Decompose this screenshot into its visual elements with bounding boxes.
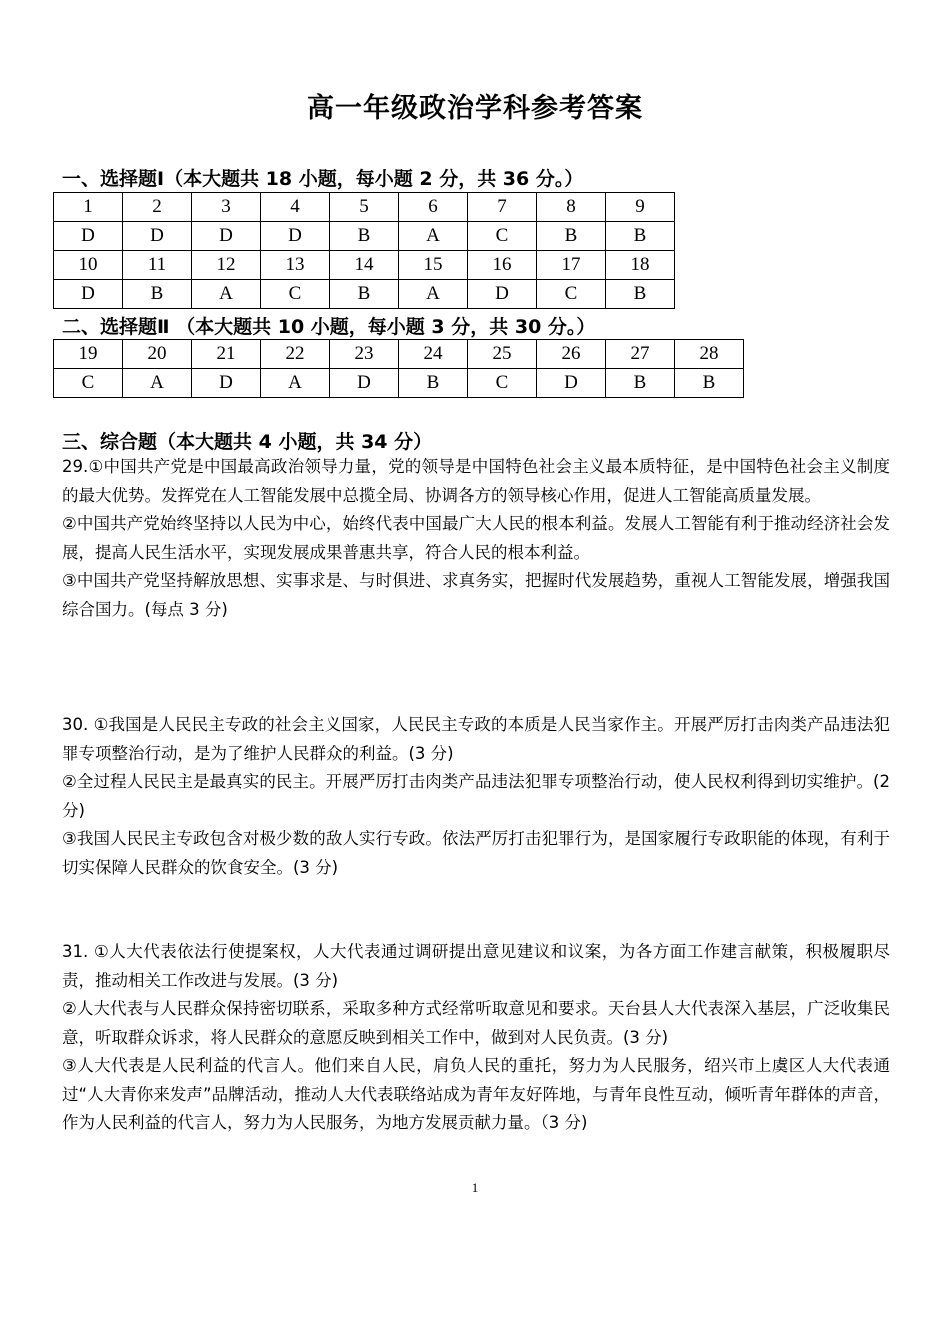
question-number-cell: 10	[54, 251, 123, 280]
question-30	[62, 711, 890, 882]
answer-cell: D	[192, 222, 261, 251]
question-number-cell: 8	[537, 193, 606, 222]
answer-cell: A	[399, 280, 468, 309]
answer-cell: D	[261, 222, 330, 251]
q30-point-1: 30. ①我国是人民民主专政的社会主义国家，人民民主专政的本质是人民当家作主。开展严厉打击肉类产品违法犯罪专项整治行动，是为了维护人民群众的利益。(3 分)	[62, 715, 890, 763]
question-number-cell: 1	[54, 193, 123, 222]
question-number-cell: 4	[261, 193, 330, 222]
question-number-cell: 28	[675, 340, 744, 369]
answer-cell: C	[54, 369, 123, 398]
answer-cell: A	[192, 280, 261, 309]
question-number-cell: 16	[468, 251, 537, 280]
question-number-cell: 21	[192, 340, 261, 369]
question-number-cell: 25	[468, 340, 537, 369]
question-number-cell: 13	[261, 251, 330, 280]
table-row	[54, 340, 744, 369]
table-row	[54, 251, 675, 280]
answer-cell: B	[123, 280, 192, 309]
question-number-cell: 20	[123, 340, 192, 369]
question-number-cell: 14	[330, 251, 399, 280]
question-31	[62, 938, 890, 1138]
table-row	[54, 222, 675, 251]
question-number-cell: 3	[192, 193, 261, 222]
question-number-cell: 12	[192, 251, 261, 280]
answer-cell: D	[330, 369, 399, 398]
answer-cell: A	[261, 369, 330, 398]
answer-cell: B	[675, 369, 744, 398]
answer-cell: C	[261, 280, 330, 309]
question-number-cell: 18	[606, 251, 675, 280]
question-number-cell: 23	[330, 340, 399, 369]
question-number-cell: 17	[537, 251, 606, 280]
answer-cell: A	[399, 222, 468, 251]
question-number-cell: 15	[399, 251, 468, 280]
question-29	[62, 453, 890, 624]
section2-heading: 二、选择题Ⅱ （本大题共 10 小题，每小题 3 分，共 30 分。）	[62, 316, 596, 338]
question-number-cell: 27	[606, 340, 675, 369]
answer-cell: B	[399, 369, 468, 398]
answer-cell: B	[537, 222, 606, 251]
question-number-cell: 11	[123, 251, 192, 280]
answer-cell: B	[330, 280, 399, 309]
page-title: 高一年级政治学科参考答案	[307, 93, 643, 124]
question-number-cell: 5	[330, 193, 399, 222]
question-number-cell: 19	[54, 340, 123, 369]
answer-cell: C	[468, 222, 537, 251]
answer-cell: D	[123, 222, 192, 251]
answer-table-1	[53, 192, 675, 309]
answer-cell: D	[468, 280, 537, 309]
question-number-cell: 2	[123, 193, 192, 222]
q29-point-1: 29.①中国共产党是中国最高政治领导力量，党的领导是中国特色社会主义最本质特征，是中国特色社会主义制度的最大优势。发挥党在人工智能发展中总揽全局、协调各方的领导核心作用，促进人工智能高质量发展。	[62, 457, 890, 505]
answer-cell: D	[54, 280, 123, 309]
answer-cell: B	[606, 280, 675, 309]
answer-cell: D	[54, 222, 123, 251]
page-number: 1	[471, 1180, 479, 1195]
q31-point-3: ③人大代表是人民利益的代言人。他们来自人民，肩负人民的重托，努力为人民服务，绍兴市上虞区人大代表通过“人大青你来发声”品牌活动，推动人大代表联络站成为青年友好阵地，与青年良性互动，倾听青年群体的声音，作为人民利益的代言人，努力为人民服务，为地方发展贡献力量。（3 分)	[62, 1056, 890, 1132]
question-number-cell: 6	[399, 193, 468, 222]
answer-cell: C	[537, 280, 606, 309]
q30-point-3: ③我国人民民主专政包含对极少数的敌人实行专政。依法严厉打击犯罪行为，是国家履行专政职能的体现，有利于切实保障人民群众的饮食安全。(3 分)	[62, 829, 890, 877]
table-row	[54, 193, 675, 222]
answer-cell: A	[123, 369, 192, 398]
answer-cell: D	[537, 369, 606, 398]
section1-heading: 一、选择题Ⅰ（本大题共 18 小题，每小题 2 分，共 36 分。）	[62, 168, 584, 190]
answer-cell: D	[192, 369, 261, 398]
q31-point-1: 31. ①人大代表依法行使提案权，人大代表通过调研提出意见建议和议案，为各方面工作建言献策，积极履职尽责，推动相关工作改进与发展。(3 分)	[62, 942, 890, 990]
q31-point-2: ②人大代表与人民群众保持密切联系，采取多种方式经常听取意见和要求。天台县人大代表深入基层，广泛收集民意，听取群众诉求，将人民群众的意愿反映到相关工作中，做到对人民负责。(3 分)	[62, 999, 890, 1047]
question-number-cell: 9	[606, 193, 675, 222]
answer-cell: B	[606, 222, 675, 251]
q30-point-2: ②全过程人民民主是最真实的民主。开展严厉打击肉类产品违法犯罪专项整治行动，使人民权利得到切实维护。(2 分)	[62, 772, 890, 820]
question-number-cell: 7	[468, 193, 537, 222]
question-number-cell: 24	[399, 340, 468, 369]
answer-table-2	[53, 339, 744, 398]
table-row	[54, 280, 675, 309]
q29-point-3: ③中国共产党坚持解放思想、实事求是、与时俱进、求真务实，把握时代发展趋势，重视人工智能发展，增强我国综合国力。(每点 3 分)	[62, 571, 890, 619]
answer-cell: B	[606, 369, 675, 398]
section3-heading: 三、综合题（本大题共 4 小题，共 34 分）	[62, 431, 433, 453]
answer-cell: B	[330, 222, 399, 251]
question-number-cell: 22	[261, 340, 330, 369]
table-row	[54, 369, 744, 398]
answer-cell: C	[468, 369, 537, 398]
question-number-cell: 26	[537, 340, 606, 369]
q29-point-2: ②中国共产党始终坚持以人民为中心，始终代表中国最广大人民的根本利益。发展人工智能有利于推动经济社会发展，提高人民生活水平，实现发展成果普惠共享，符合人民的根本利益。	[62, 514, 890, 562]
